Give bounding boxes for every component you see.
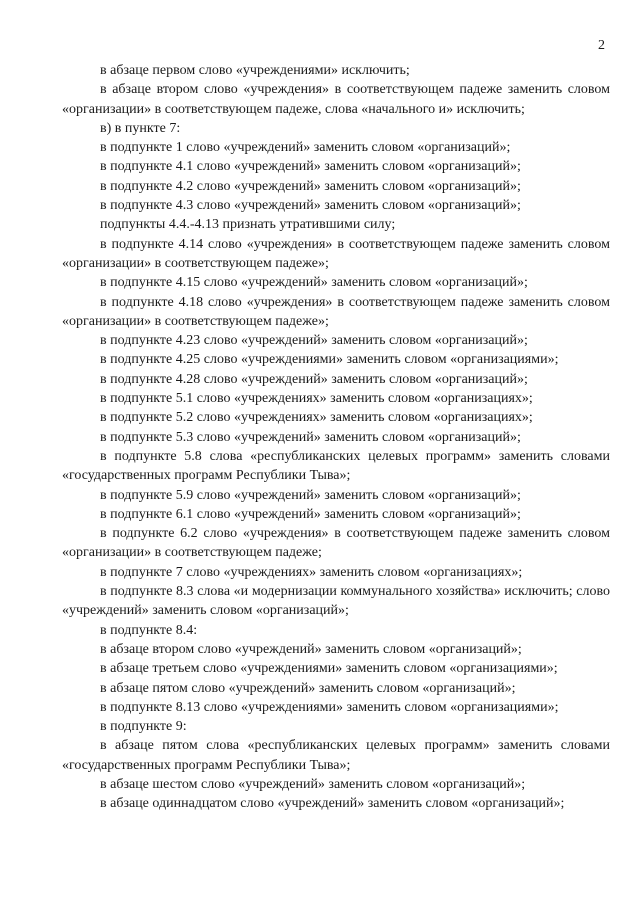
page-number: 2 — [598, 38, 605, 53]
paragraph: в подпункте 6.2 слово «учреждения» в соответствующем падеже заменить словом «организации» в соответствующем падеже; — [62, 526, 610, 561]
paragraph: в абзаце шестом слово «учреждений» заменить словом «организаций»; — [100, 776, 526, 792]
paragraph: в подпункте 5.3 слово «учреждений» заменить словом «организаций»; — [100, 429, 521, 445]
paragraph: в подпункте 4.2 слово «учреждений» заменить словом «организаций»; — [100, 178, 521, 194]
paragraph: в подпункте 4.1 слово «учреждений» заменить словом «организаций»; — [100, 159, 521, 175]
paragraph: в подпункте 4.14 слово «учреждения» в соответствующем падеже заменить словом «организации» в соответствующем падеже»; — [62, 236, 610, 271]
paragraph: в подпункте 8.4: — [100, 622, 198, 638]
paragraph: в абзаце одиннадцатом слово «учреждений» заменить словом «организаций»; — [100, 796, 565, 812]
paragraph: в подпункте 4.23 слово «учреждений» заменить словом «организаций»; — [100, 333, 528, 349]
paragraph: в подпункте 4.3 слово «учреждений» заменить словом «организаций»; — [100, 198, 521, 214]
paragraph: в абзаце первом слово «учреждениями» исключить; — [100, 63, 410, 78]
paragraph: в подпункте 1 слово «учреждений» заменить словом «организаций»; — [100, 140, 511, 156]
paragraph: в подпункте 5.9 слово «учреждений» заменить словом «организаций»; — [100, 487, 521, 503]
paragraph: в подпункте 8.13 слово «учреждениями» заменить словом «организациями»; — [100, 699, 559, 715]
paragraph: в абзаце третьем слово «учреждениями» заменить словом «организациями»; — [100, 661, 558, 677]
paragraph: в подпункте 5.1 слово «учреждениях» заменить словом «организациях»; — [100, 391, 533, 407]
paragraph: в абзаце втором слово «учреждения» в соответствующем падеже заменить словом «организации» в соответствующем падеже, слова «начального и» исключить; — [62, 82, 610, 117]
paragraph: в абзаце втором слово «учреждений» заменить словом «организаций»; — [100, 641, 522, 657]
document-body — [62, 61, 610, 814]
paragraph: в подпункте 4.18 слово «учреждения» в соответствующем падеже заменить словом «организации» в соответствующем падеже»; — [62, 294, 610, 329]
paragraph: в подпункте 4.25 слово «учреждениями» заменить словом «организациями»; — [100, 352, 559, 368]
paragraph: в подпункте 7 слово «учреждениях» заменить словом «организациях»; — [100, 564, 523, 580]
paragraph: в подпункте 6.1 слово «учреждений» заменить словом «организаций»; — [100, 506, 521, 522]
paragraph: подпункты 4.4.-4.13 признать утратившими силу; — [100, 217, 396, 233]
paragraph: в) в пункте 7: — [100, 120, 181, 136]
paragraph: в абзаце пятом слово «учреждений» заменить словом «организаций»; — [100, 680, 516, 696]
paragraph: в подпункте 5.8 слова «республиканских целевых программ» заменить словами «государственных программ Республики Тыва»; — [62, 448, 610, 484]
paragraph: в подпункте 4.28 слово «учреждений» заменить словом «организаций»; — [100, 371, 528, 387]
paragraph: в подпункте 9: — [100, 719, 187, 735]
paragraph: в подпункте 4.15 слово «учреждений» заменить словом «организаций»; — [100, 275, 528, 291]
paragraph: в подпункте 8.3 слова «и модернизации коммунального хозяйства» исключить; слово «учреждений» заменить словом «организаций»; — [62, 584, 610, 619]
paragraph: в абзаце пятом слова «республиканских целевых программ» заменить словами «государственных программ Республики Тыва»; — [62, 738, 610, 773]
paragraph: в подпункте 5.2 слово «учреждениях» заменить словом «организациях»; — [100, 410, 533, 426]
